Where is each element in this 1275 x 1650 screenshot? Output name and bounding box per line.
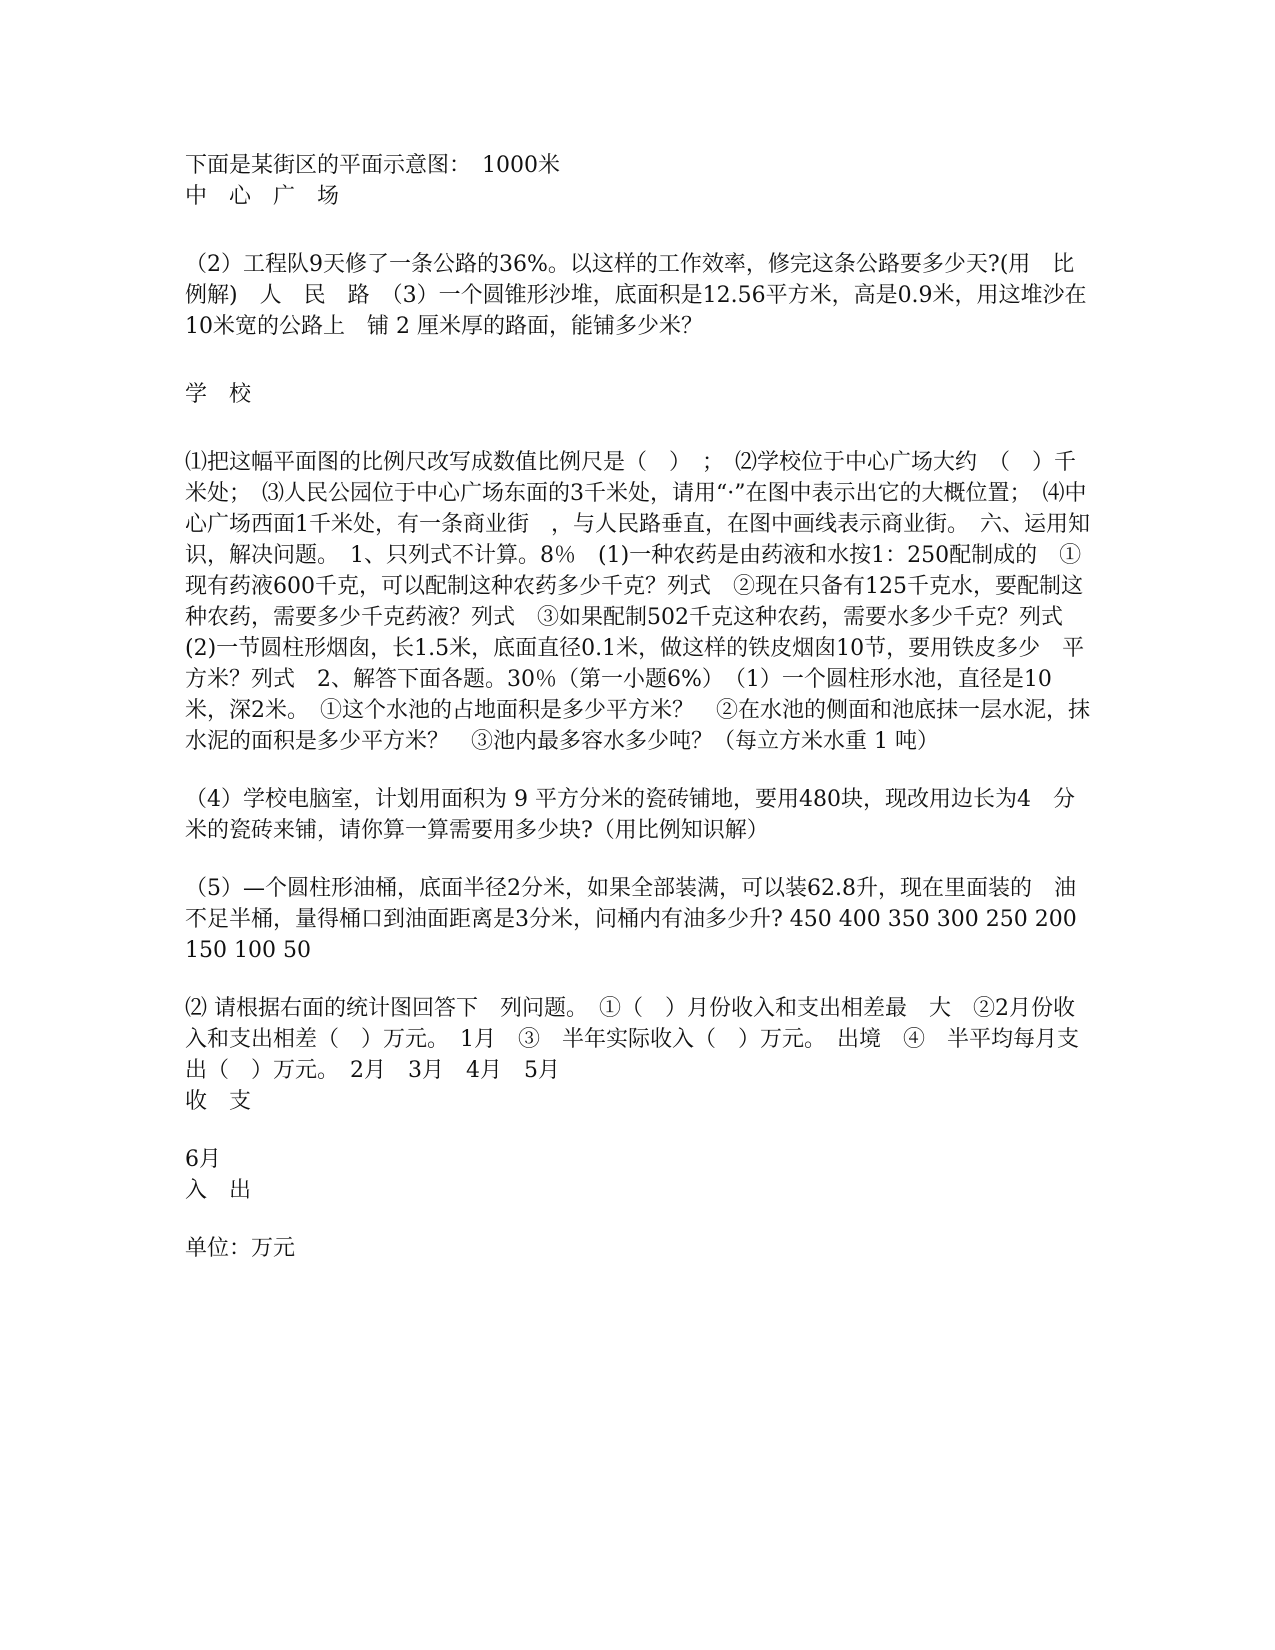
spacer xyxy=(185,342,1090,379)
document-page xyxy=(185,150,1090,1264)
chart-unit-label: 单位：万元 xyxy=(185,1236,296,1261)
spacer xyxy=(185,1117,1090,1144)
tile-problem-paragraph: （4）学校电脑室，计划用面积为 9 平方分米的瓷砖铺地，要用480块，现改用边长为4 分米的瓷砖来铺，请你算一算需要用多少块?（用比例知识解） xyxy=(185,787,1075,843)
intro-line: 下面是某街区的平面示意图： 1000米 xyxy=(185,153,560,178)
road-problem-paragraph: （2）工程队9天修了一条公路的36%。以这样的工作效率，修完这条公路要多少天?(用 比例解) 人 民 路 （3）一个圆锥形沙堆，底面积是12.56平方米，高是0.9米，用这堆沙在10米宽的公路上 铺 2 厘米厚的路面，能铺多少米？ xyxy=(185,252,1087,339)
spacer xyxy=(185,410,1090,447)
chart-legend-in-out: 入 出 xyxy=(185,1178,252,1203)
map-label-school: 学 校 xyxy=(185,382,252,407)
spacer xyxy=(185,757,1090,784)
chart-legend-income-expense: 收 支 xyxy=(185,1089,252,1114)
map-label-central-plaza: 中 心 广 场 xyxy=(185,184,340,209)
oil-problem-paragraph: （5）—个圆柱形油桶，底面半径2分米，如果全部装满，可以装62.8升，现在里面装的 油不足半桶，量得桶口到油面距离是3分米，问桶内有油多少升? 450 400 350 300 250 200 150 100 50 xyxy=(185,876,1077,963)
spacer xyxy=(185,212,1090,249)
map-questions-paragraph: ⑴把这幅平面图的比例尺改写成数值比例尺是（ ） ； ⑵学校位于中心广场大约 （ ）千米处； ⑶人民公园位于中心广场东面的3千米处，请用“·”在图中表示出它的大概位置； ⑷中心广场西面1千米处，有一条商业街 ，与人民路垂直，在图中画线表示商业街。 六、运用知识，解决问题。 1、只列式不计算。8％ (1)一种农药是由药液和水按1：250配制成的 ①现有药液600千克，可以配制这种农药多少千克？列式 ②现在只备有125千克水，要配制这种农药，需要多少千克药液？列式 ③如果配制502千克这种农药，需要水多少千克？列式 (2)一节圆柱形烟囱，长1.5米，底面直径0.1米，做这样的铁皮烟囱10节，要用铁皮多少 平方米？列式 2、解答下面各题。30％（第一小题6%） （1）一个圆柱形水池，直径是10米，深2米。 ①这个水池的占地面积是多少平方米？ ②在水池的侧面和池底抹一层水泥，抹水泥的面积是多少平方米？ ③池内最多容水多少吨？（每立方米水重 1 吨） xyxy=(185,450,1091,754)
spacer xyxy=(185,846,1090,873)
statistics-questions-paragraph: ⑵ 请根据右面的统计图回答下 列问题。 ①（ ）月份收入和支出相差最 大 ②2月份收入和支出相差（ ）万元。 1月 ③ 半年实际收入（ ）万元。 出境 ④ 半平均每月支出（ ）万元。 2月 3月 4月 5月 xyxy=(185,996,1080,1083)
spacer xyxy=(185,966,1090,993)
chart-month-june: 6月 xyxy=(185,1147,221,1172)
spacer xyxy=(185,1206,1090,1233)
